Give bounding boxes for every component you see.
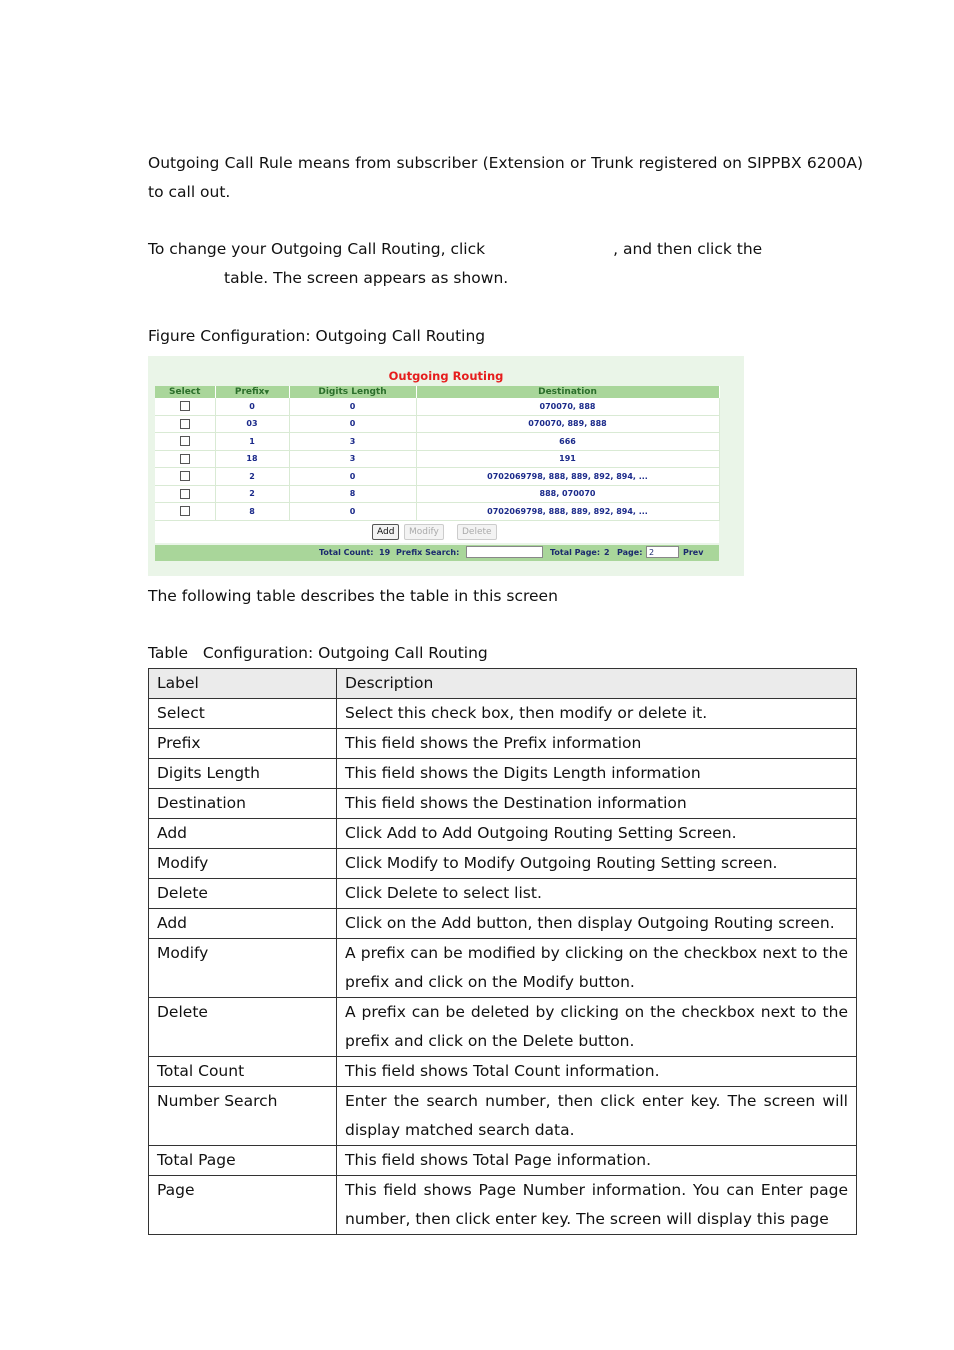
row-description: Click Delete to select list. — [337, 879, 857, 909]
row-prefix: 2 — [215, 468, 289, 486]
row-digits: 0 — [289, 468, 416, 486]
routing-grid — [155, 386, 720, 521]
row-description: This field shows the Prefix information — [337, 729, 857, 759]
table-row — [149, 998, 857, 1057]
row-digits: 3 — [289, 433, 416, 451]
delete-button[interactable]: Delete — [457, 524, 497, 540]
table-row — [149, 729, 857, 759]
table-caption: Table Configuration: Outgoing Call Routing — [148, 644, 488, 662]
row-destination: 070070, 888 — [416, 398, 719, 415]
total-page-label: Total Page: — [550, 548, 601, 557]
total-count-value: 19 — [379, 548, 391, 557]
row-digits: 3 — [289, 450, 416, 468]
instruction-line — [148, 235, 863, 264]
col-select: Select — [155, 386, 215, 398]
table-row — [155, 450, 719, 468]
row-description: This field shows Total Page information. — [337, 1146, 857, 1176]
col-prefix[interactable]: Prefix▼ — [215, 386, 289, 398]
modify-button[interactable]: Modify — [404, 524, 444, 540]
figure-caption: Figure Configuration: Outgoing Call Routing — [148, 327, 486, 345]
row-label: Add — [149, 819, 337, 849]
row-prefix: 0 — [215, 398, 289, 415]
table-row — [149, 849, 857, 879]
table-row — [155, 415, 719, 433]
instruction-text-b: , and then click the — [613, 240, 763, 258]
row-label: Delete — [149, 879, 337, 909]
row-description: This field shows Page Number information. You can Enter page number, then click enter key. The screen will display this page — [337, 1176, 857, 1235]
total-page-value: 2 — [604, 548, 610, 557]
row-prefix: 2 — [215, 485, 289, 503]
table-row — [155, 485, 719, 503]
row-prefix: 18 — [215, 450, 289, 468]
row-checkbox[interactable] — [180, 401, 190, 411]
row-description: Select this check box, then modify or delete it. — [337, 699, 857, 729]
following-text: The following table describes the table in this screen — [148, 587, 558, 605]
row-label: Select — [149, 699, 337, 729]
table-row — [149, 1176, 857, 1235]
description-table — [148, 668, 857, 1235]
row-prefix: 8 — [215, 503, 289, 521]
header-description: Description — [337, 669, 857, 699]
page-label: Page: — [617, 548, 643, 557]
prev-link[interactable]: Prev — [683, 548, 704, 557]
row-destination: 888, 070070 — [416, 485, 719, 503]
table-row — [155, 468, 719, 486]
total-count-label: Total Count: — [319, 548, 374, 557]
row-description: A prefix can be modified by clicking on the checkbox next to the prefix and click on the Modify button. — [337, 939, 857, 998]
table-header-row — [149, 669, 857, 699]
add-button[interactable]: Add — [372, 524, 399, 540]
sort-down-icon: ▼ — [264, 389, 270, 396]
col-destination: Destination — [416, 386, 719, 398]
table-row — [149, 819, 857, 849]
row-label: Total Count — [149, 1057, 337, 1087]
table-row — [155, 398, 719, 415]
row-description: Click Add to Add Outgoing Routing Setting Screen. — [337, 819, 857, 849]
row-destination: 0702069798, 888, 889, 892, 894, ... — [416, 503, 719, 521]
page-input[interactable]: 2 — [646, 546, 679, 558]
table-row — [149, 879, 857, 909]
row-description: Enter the search number, then click enter key. The screen will display matched search data. — [337, 1087, 857, 1146]
row-checkbox[interactable] — [180, 489, 190, 499]
prefix-search-label: Prefix Search: — [396, 548, 460, 557]
row-checkbox[interactable] — [180, 471, 190, 481]
row-description: Click Modify to Modify Outgoing Routing Setting screen. — [337, 849, 857, 879]
row-digits: 0 — [289, 503, 416, 521]
row-label: Page — [149, 1176, 337, 1235]
table-row — [149, 1146, 857, 1176]
button-row — [155, 521, 719, 543]
row-checkbox[interactable] — [180, 436, 190, 446]
instruction-text-a: To change your Outgoing Call Routing, click — [148, 240, 486, 258]
row-label: Modify — [149, 849, 337, 879]
row-destination: 0702069798, 888, 889, 892, 894, ... — [416, 468, 719, 486]
row-destination: 666 — [416, 433, 719, 451]
table-row — [149, 909, 857, 939]
table-row — [149, 759, 857, 789]
instruction-line-2: table. The screen appears as shown. — [224, 269, 509, 287]
row-description: This field shows Total Count information. — [337, 1057, 857, 1087]
row-digits: 0 — [289, 415, 416, 433]
row-digits: 8 — [289, 485, 416, 503]
table-row — [149, 1087, 857, 1146]
row-destination: 191 — [416, 450, 719, 468]
table-row — [155, 433, 719, 451]
outgoing-routing-screenshot — [148, 356, 744, 576]
table-row — [149, 699, 857, 729]
row-description: This field shows the Destination information — [337, 789, 857, 819]
row-label: Number Search — [149, 1087, 337, 1146]
table-row — [149, 939, 857, 998]
row-label: Destination — [149, 789, 337, 819]
row-description: This field shows the Digits Length information — [337, 759, 857, 789]
table-row — [149, 1057, 857, 1087]
row-checkbox[interactable] — [180, 454, 190, 464]
screenshot-title: Outgoing Routing — [388, 369, 504, 383]
col-digits-length: Digits Length — [289, 386, 416, 398]
table-row — [149, 789, 857, 819]
row-checkbox[interactable] — [180, 419, 190, 429]
row-digits: 0 — [289, 398, 416, 415]
pagination-bar — [155, 545, 719, 561]
row-label: Delete — [149, 998, 337, 1057]
row-description: A prefix can be deleted by clicking on the checkbox next to the prefix and click on the Delete button. — [337, 998, 857, 1057]
row-description: Click on the Add button, then display Outgoing Routing screen. — [337, 909, 857, 939]
intro-paragraph: Outgoing Call Rule means from subscriber (Extension or Trunk registered on SIPPBX 6200A) to call out. — [148, 154, 863, 201]
row-label: Modify — [149, 939, 337, 998]
row-label: Total Page — [149, 1146, 337, 1176]
row-label: Add — [149, 909, 337, 939]
row-label: Digits Length — [149, 759, 337, 789]
row-label: Prefix — [149, 729, 337, 759]
header-label: Label — [149, 669, 337, 699]
row-prefix: 03 — [215, 415, 289, 433]
table-row — [155, 503, 719, 521]
row-destination: 070070, 889, 888 — [416, 415, 719, 433]
prefix-search-input[interactable] — [466, 546, 543, 558]
row-checkbox[interactable] — [180, 506, 190, 516]
row-prefix: 1 — [215, 433, 289, 451]
